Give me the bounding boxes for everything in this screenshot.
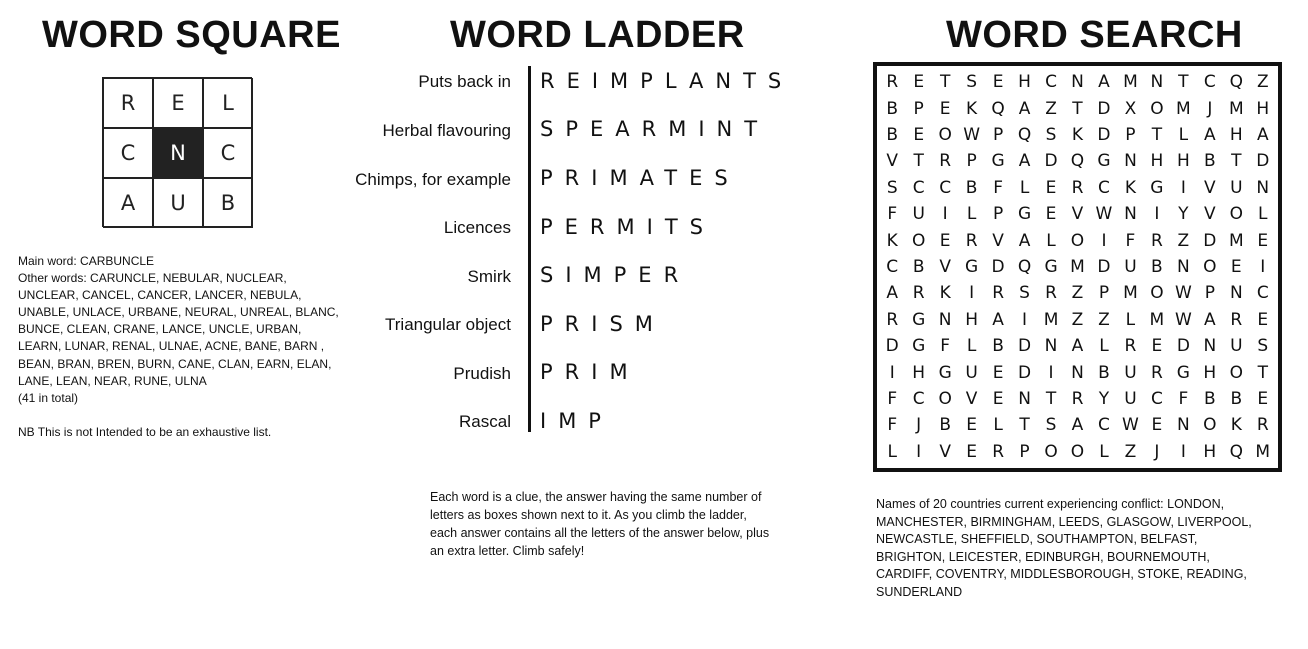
grid-letter: G bbox=[965, 256, 979, 277]
grid-letter: T bbox=[1257, 362, 1268, 383]
grid-letter: O bbox=[1044, 441, 1058, 462]
grid-letter: Q bbox=[1017, 256, 1032, 277]
grid-letter: S bbox=[966, 72, 978, 93]
grid-letter: C bbox=[886, 256, 899, 277]
grid-letter: O bbox=[1150, 283, 1164, 304]
grid-letter: Z bbox=[1124, 441, 1137, 462]
ladder-answer: SIMPER bbox=[540, 263, 691, 287]
grid-letter: T bbox=[1178, 72, 1189, 93]
grid-letter: B bbox=[1203, 151, 1216, 172]
grid-letter: F bbox=[1178, 388, 1189, 409]
grid-letter: C bbox=[1045, 72, 1057, 93]
ladder-clue: Puts back in bbox=[418, 72, 511, 91]
square-cell: B bbox=[203, 178, 253, 228]
ladder-clue: Prudish bbox=[453, 364, 511, 383]
grid-letter: R bbox=[965, 230, 978, 251]
grid-letter: F bbox=[993, 177, 1003, 198]
grid-letter: G bbox=[1150, 177, 1164, 198]
grid-letter: O bbox=[1203, 256, 1217, 277]
grid-letter: L bbox=[1125, 309, 1136, 330]
grid-letter: I bbox=[969, 283, 975, 304]
grid-letter: N bbox=[1071, 72, 1084, 93]
grid-letter: K bbox=[939, 283, 951, 304]
word-square-grid bbox=[102, 77, 252, 227]
grid-letter: B bbox=[1203, 388, 1216, 409]
grid-letter: D bbox=[1018, 362, 1032, 383]
ladder-answer: PERMITS bbox=[540, 215, 715, 239]
grid-letter: R bbox=[1256, 415, 1269, 436]
grid-letter: R bbox=[992, 441, 1004, 462]
grid-letter: A bbox=[1071, 336, 1084, 357]
square-cell: C bbox=[203, 128, 253, 178]
grid-letter: T bbox=[939, 72, 951, 93]
ladder-clue: Herbal flavouring bbox=[382, 121, 511, 140]
grid-letter: Z bbox=[1177, 230, 1190, 251]
grid-letter: Q bbox=[1070, 151, 1085, 172]
grid-letter: J bbox=[1154, 441, 1160, 462]
grid-letter: I bbox=[1022, 309, 1028, 330]
grid-letter: V bbox=[1071, 204, 1084, 225]
grid-letter: O bbox=[1070, 230, 1085, 251]
grid-letter: X bbox=[1124, 98, 1137, 119]
grid-letter: B bbox=[965, 177, 978, 198]
grid-letter: A bbox=[1204, 124, 1216, 145]
grid-letter: V bbox=[1204, 204, 1216, 225]
grid-letter: I bbox=[916, 441, 922, 462]
ladder-answer: IMP bbox=[540, 409, 613, 433]
grid-letter: C bbox=[912, 388, 925, 409]
grid-letter: D bbox=[1097, 256, 1111, 277]
grid-letter: I bbox=[1101, 230, 1107, 251]
grid-letter: F bbox=[1125, 230, 1136, 251]
grid-letter: P bbox=[1125, 124, 1136, 145]
grid-letter: U bbox=[965, 362, 978, 383]
grid-letter: P bbox=[1019, 441, 1030, 462]
word-ladder-heading: WORD LADDER bbox=[450, 14, 745, 56]
grid-letter: N bbox=[1256, 177, 1270, 198]
grid-letter: N bbox=[938, 309, 952, 330]
grid-letter: W bbox=[1095, 204, 1113, 225]
grid-letter: N bbox=[1124, 204, 1137, 225]
grid-letter: E bbox=[992, 362, 1004, 383]
grid-letter: B bbox=[886, 98, 899, 119]
grid-letter: U bbox=[1124, 388, 1137, 409]
grid-letter: D bbox=[1097, 124, 1111, 145]
grid-letter: H bbox=[1150, 151, 1164, 172]
grid-letter: M bbox=[1176, 98, 1191, 119]
ladder-clue: Rascal bbox=[459, 412, 511, 431]
grid-letter: R bbox=[1124, 336, 1137, 357]
grid-letter: B bbox=[939, 415, 951, 436]
grid-letter: P bbox=[1098, 283, 1110, 304]
grid-letter: E bbox=[1257, 230, 1269, 251]
grid-letter: T bbox=[1072, 98, 1083, 119]
ladder-answer: PRISM bbox=[540, 312, 665, 336]
grid-letter: E bbox=[939, 230, 951, 251]
grid-letter: F bbox=[887, 415, 898, 436]
grid-letter: V bbox=[939, 441, 951, 462]
grid-letter: N bbox=[1124, 151, 1137, 172]
grid-letter: D bbox=[1097, 98, 1111, 119]
grid-letter: L bbox=[966, 336, 977, 357]
grid-letter: P bbox=[966, 151, 977, 172]
grid-letter: E bbox=[992, 388, 1004, 409]
grid-letter: T bbox=[1019, 415, 1030, 436]
grid-letter: R bbox=[939, 151, 952, 172]
grid-letter: N bbox=[1044, 336, 1058, 357]
grid-letter: S bbox=[1045, 124, 1057, 145]
grid-letter: B bbox=[1151, 256, 1163, 277]
grid-letter: A bbox=[1098, 72, 1110, 93]
grid-letter: A bbox=[1204, 309, 1216, 330]
grid-letter: M bbox=[1255, 441, 1271, 462]
grid-letter: B bbox=[886, 124, 899, 145]
grid-letter: C bbox=[1256, 283, 1269, 304]
grid-letter: O bbox=[1229, 362, 1243, 383]
grid-letter: R bbox=[1150, 362, 1163, 383]
grid-letter: G bbox=[938, 362, 952, 383]
grid-letter: L bbox=[1099, 336, 1109, 357]
grid-letter: A bbox=[1018, 98, 1031, 119]
grid-letter: O bbox=[1229, 204, 1243, 225]
grid-letter: L bbox=[966, 204, 977, 225]
grid-letter: E bbox=[1151, 336, 1163, 357]
grid-letter: L bbox=[1046, 230, 1056, 251]
grid-letter: R bbox=[1071, 177, 1084, 198]
grid-letter: O bbox=[938, 124, 952, 145]
grid-letter: E bbox=[1045, 204, 1057, 225]
grid-letter: B bbox=[1098, 362, 1110, 383]
grid-letter: J bbox=[916, 415, 922, 436]
grid-letter: U bbox=[1230, 177, 1243, 198]
grid-letter: G bbox=[1017, 204, 1032, 225]
grid-letter: L bbox=[1258, 204, 1268, 225]
grid-letter: A bbox=[992, 309, 1004, 330]
grid-letter: G bbox=[1176, 362, 1190, 383]
grid-letter: I bbox=[1180, 441, 1186, 462]
square-cell: L bbox=[203, 78, 253, 128]
grid-letter: H bbox=[1256, 98, 1270, 119]
grid-letter: I bbox=[1048, 362, 1054, 383]
square-center-cell: N bbox=[153, 128, 203, 178]
grid-letter: V bbox=[886, 151, 899, 172]
grid-letter: U bbox=[912, 204, 925, 225]
grid-letter: D bbox=[885, 336, 899, 357]
grid-letter: M bbox=[1043, 309, 1059, 330]
grid-letter: E bbox=[913, 72, 925, 93]
grid-letter: M bbox=[1123, 72, 1138, 93]
grid-letter: W bbox=[1174, 309, 1192, 330]
grid-letter: Y bbox=[1178, 204, 1189, 225]
grid-letter: G bbox=[991, 151, 1005, 172]
word-square-note: NB This is not Intended to be an exhaustive list. bbox=[18, 425, 272, 439]
other-words: Other words: CARUNCLE, NEBULAR, NUCLEAR, UNCLEAR, CANCEL, CANCER, LANCER, NEBULA, UNABLE, UNLACE, URBANE, NEURAL, UNREAL, BLANC, BUNCE, CLEAN, CRANE, LANCE, UNCLE, URBAN, LEARN, LUNAR, RENAL, ULNAE, ACNE, BANE, BARN , BEAN, BRAN, BREN, BURN, CANE, CLAN, EARN, ELAN, LANE, LEAN, NEAR, RUNE, ULNA bbox=[18, 271, 339, 388]
ladder-clue: Licences bbox=[443, 218, 511, 237]
grid-letter: R bbox=[912, 283, 925, 304]
ladder-answer: PRIMATES bbox=[540, 166, 740, 190]
grid-letter: N bbox=[1018, 388, 1031, 409]
grid-letter: W bbox=[1174, 283, 1192, 304]
grid-letter: Q bbox=[1017, 124, 1032, 145]
grid-letter: O bbox=[1150, 98, 1164, 119]
grid-letter: W bbox=[1122, 415, 1139, 436]
grid-letter: E bbox=[939, 98, 951, 119]
grid-letter: Q bbox=[1229, 441, 1243, 462]
grid-letter: K bbox=[886, 230, 898, 251]
grid-letter: L bbox=[887, 441, 897, 462]
main-word: Main word: CARBUNCLE bbox=[18, 254, 155, 268]
grid-letter: M bbox=[1228, 98, 1244, 119]
grid-letter: L bbox=[1178, 124, 1189, 145]
grid-letter: U bbox=[1124, 256, 1137, 277]
ladder-clue: Smirk bbox=[467, 267, 511, 286]
grid-letter: V bbox=[992, 230, 1004, 251]
word-search-description: Names of 20 countries current experiencing conflict: LONDON, MANCHESTER, BIRMINGHAM, LEEDS, GLASGOW, LIVERPOOL, NEWCASTLE, SHEFFIELD, SOUTHAMPTON, BELFAST, BRIGHTON, LEICESTER, EDINBURGH, BOURNEMOUTH, CARDIFF, COVENTRY, MIDDLESBOROUGH, STOKE, READING, SUNDERLAND bbox=[876, 497, 1252, 599]
grid-letter: A bbox=[1018, 151, 1031, 172]
grid-letter: I bbox=[1260, 256, 1266, 277]
grid-letter: G bbox=[912, 309, 926, 330]
grid-letter: R bbox=[1045, 283, 1057, 304]
grid-letter: E bbox=[992, 72, 1004, 93]
grid-letter: D bbox=[991, 256, 1005, 277]
grid-letter: O bbox=[1070, 441, 1085, 462]
grid-letter: I bbox=[1154, 204, 1160, 225]
grid-letter: A bbox=[1071, 415, 1084, 436]
word-search-grid bbox=[873, 62, 1282, 472]
grid-letter: A bbox=[886, 283, 899, 304]
grid-letter: Z bbox=[1071, 283, 1084, 304]
grid-letter: S bbox=[1045, 415, 1057, 436]
grid-letter: V bbox=[1204, 177, 1216, 198]
grid-letter: E bbox=[1045, 177, 1057, 198]
grid-letter: I bbox=[942, 204, 948, 225]
grid-letter: R bbox=[886, 309, 899, 330]
grid-letter: N bbox=[1229, 283, 1243, 304]
ladder-clue: Chimps, for example bbox=[355, 170, 511, 189]
grid-letter: S bbox=[1257, 336, 1269, 357]
grid-letter: M bbox=[1123, 283, 1138, 304]
ladder-answer: SPEARMINT bbox=[540, 117, 770, 141]
grid-letter: C bbox=[912, 177, 925, 198]
grid-letter: F bbox=[887, 388, 898, 409]
square-cell: U bbox=[153, 178, 203, 228]
grid-letter: O bbox=[938, 388, 952, 409]
ladder-answer: REIMPLANTS bbox=[540, 69, 794, 93]
grid-letter: N bbox=[1177, 256, 1190, 277]
grid-letter: M bbox=[1070, 256, 1085, 277]
grid-letter: S bbox=[886, 177, 898, 198]
square-cell: A bbox=[103, 178, 153, 228]
grid-letter: H bbox=[1018, 72, 1031, 93]
grid-letter: D bbox=[1044, 151, 1058, 172]
grid-letter: H bbox=[1229, 124, 1243, 145]
grid-letter: R bbox=[1230, 309, 1243, 330]
grid-letter: Z bbox=[1256, 72, 1269, 93]
grid-letter: L bbox=[993, 415, 1003, 436]
grid-letter: G bbox=[912, 336, 926, 357]
grid-letter: H bbox=[912, 362, 926, 383]
grid-letter: T bbox=[1151, 124, 1163, 145]
grid-letter: H bbox=[1203, 441, 1217, 462]
grid-letter: M bbox=[1228, 230, 1244, 251]
ladder-clue: Triangular object bbox=[385, 315, 511, 334]
square-cell: C bbox=[103, 128, 153, 178]
grid-letter: F bbox=[887, 204, 898, 225]
word-total: (41 in total) bbox=[18, 390, 79, 405]
grid-letter: C bbox=[1203, 72, 1216, 93]
grid-letter: L bbox=[1099, 441, 1109, 462]
grid-letter: J bbox=[1207, 98, 1213, 119]
square-cell: R bbox=[103, 78, 153, 128]
grid-letter: P bbox=[992, 124, 1004, 145]
grid-letter: P bbox=[1204, 283, 1215, 304]
grid-letter: N bbox=[1071, 362, 1084, 383]
grid-letter: N bbox=[1203, 336, 1217, 357]
grid-letter: P bbox=[913, 98, 924, 119]
grid-letter: D bbox=[1176, 336, 1190, 357]
grid-letter: K bbox=[1071, 124, 1084, 145]
grid-letter: U bbox=[1230, 336, 1243, 357]
grid-letter: C bbox=[1150, 388, 1163, 409]
grid-letter: E bbox=[1257, 309, 1269, 330]
grid-letter: R bbox=[1150, 230, 1163, 251]
grid-letter: F bbox=[940, 336, 951, 357]
ladder-divider bbox=[528, 66, 531, 432]
grid-letter: Z bbox=[1045, 98, 1057, 119]
grid-letter: P bbox=[992, 204, 1004, 225]
grid-letter: V bbox=[965, 388, 978, 409]
grid-letter: V bbox=[939, 256, 951, 277]
grid-letter: G bbox=[1044, 256, 1058, 277]
grid-letter: B bbox=[1230, 388, 1243, 409]
grid-letter: U bbox=[1124, 362, 1137, 383]
grid-letter: C bbox=[1098, 177, 1110, 198]
grid-letter: G bbox=[1097, 151, 1111, 172]
square-cell: E bbox=[153, 78, 203, 128]
grid-letter: Q bbox=[991, 98, 1005, 119]
grid-letter: H bbox=[1176, 151, 1190, 172]
word-search-heading: WORD SEARCH bbox=[946, 14, 1243, 56]
grid-letter: C bbox=[1098, 415, 1110, 436]
grid-letter: K bbox=[966, 98, 978, 119]
grid-letter: N bbox=[1150, 72, 1164, 93]
grid-letter: H bbox=[1203, 362, 1217, 383]
grid-letter: Z bbox=[1098, 309, 1110, 330]
grid-letter: B bbox=[992, 336, 1004, 357]
grid-letter: L bbox=[1019, 177, 1030, 198]
ladder-instructions: Each word is a clue, the answer having the same number of letters as boxes shown next to it. As you climb the ladder, each answer contains all the letters of the answer below, plus an extra letter. Climb safely! bbox=[430, 490, 770, 558]
grid-letter: E bbox=[913, 124, 925, 145]
grid-letter: O bbox=[1203, 415, 1217, 436]
grid-letter: T bbox=[913, 151, 924, 172]
grid-letter: T bbox=[1231, 151, 1242, 172]
grid-letter: D bbox=[1256, 151, 1270, 172]
grid-letter: W bbox=[963, 124, 981, 145]
grid-letter: D bbox=[1203, 230, 1217, 251]
grid-letter: C bbox=[939, 177, 952, 198]
grid-letter: K bbox=[1230, 415, 1242, 436]
grid-letter: E bbox=[1257, 388, 1269, 409]
ladder-answer: PRIM bbox=[540, 360, 640, 384]
grid-letter: S bbox=[1019, 283, 1030, 304]
grid-letter: A bbox=[1018, 230, 1031, 251]
grid-letter: M bbox=[1149, 309, 1165, 330]
grid-letter: Y bbox=[1098, 388, 1110, 409]
grid-letter: D bbox=[1018, 336, 1032, 357]
word-square-heading: WORD SQUARE bbox=[42, 14, 341, 56]
grid-letter: N bbox=[1177, 415, 1190, 436]
grid-letter: H bbox=[965, 309, 979, 330]
grid-letter: E bbox=[1151, 415, 1163, 436]
grid-letter: E bbox=[1230, 256, 1242, 277]
word-square-answers bbox=[18, 253, 340, 407]
grid-letter: R bbox=[992, 283, 1004, 304]
grid-letter: I bbox=[1180, 177, 1186, 198]
grid-letter: R bbox=[886, 72, 899, 93]
grid-letter: I bbox=[889, 362, 895, 383]
grid-letter: K bbox=[1124, 177, 1136, 198]
grid-letter: B bbox=[912, 256, 925, 277]
grid-letter: E bbox=[966, 415, 977, 436]
grid-letter: Z bbox=[1071, 309, 1084, 330]
grid-letter: T bbox=[1045, 388, 1057, 409]
grid-letter: A bbox=[1256, 124, 1269, 145]
grid-letter: R bbox=[1071, 388, 1084, 409]
grid-letter: E bbox=[966, 441, 977, 462]
grid-letter: O bbox=[911, 230, 926, 251]
grid-letter: Q bbox=[1229, 72, 1243, 93]
